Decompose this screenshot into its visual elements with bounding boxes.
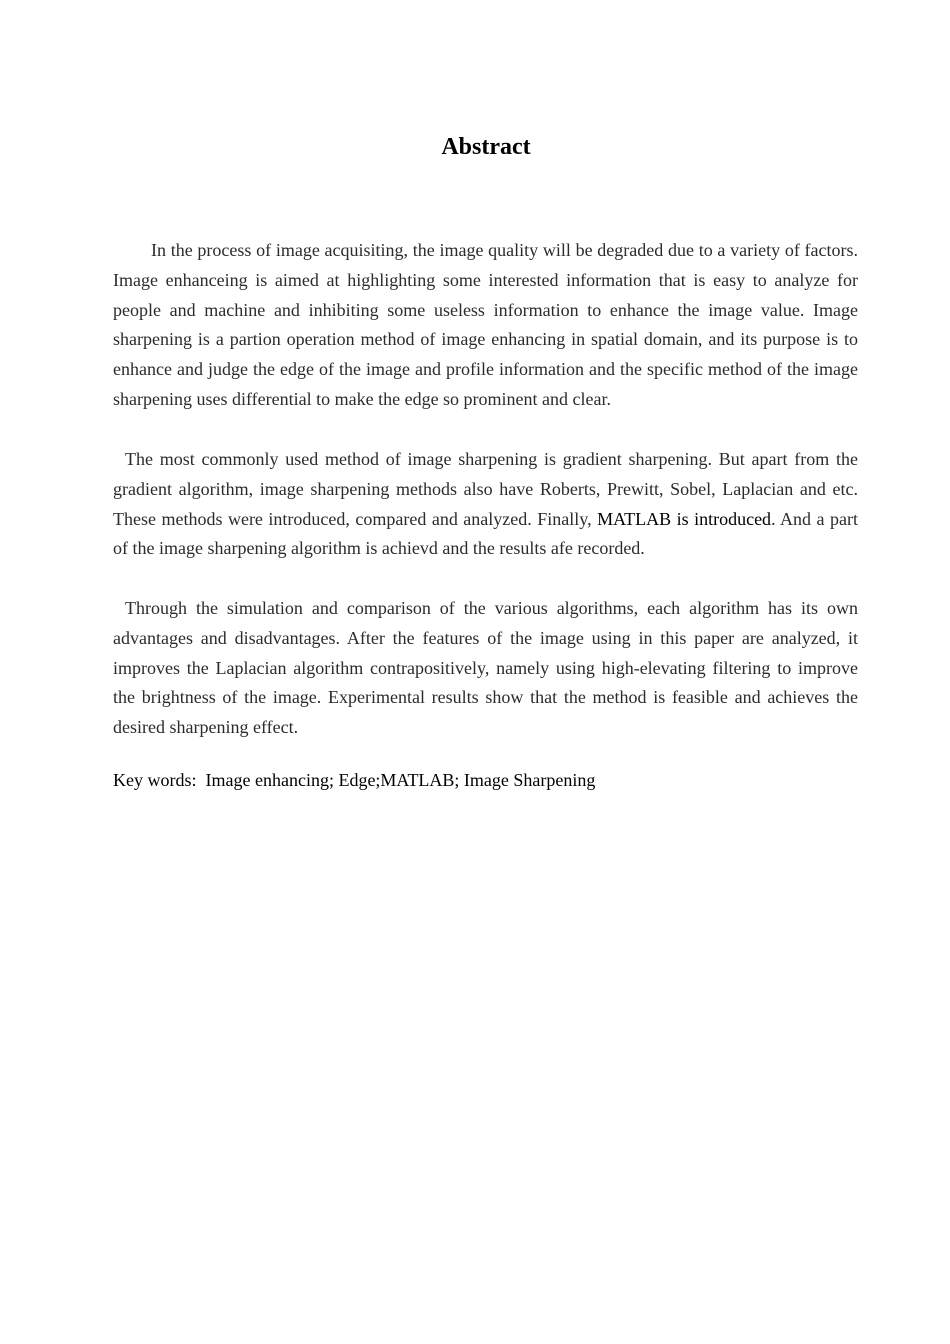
paragraph-2-text-start: The most commonly used method of image sharpening is gradient sharpening. But apart from the gradient algorithm, image sharpening methods also have Roberts, Prewitt, Sobel, Laplacian and etc. These methods were introduced, compared and analyzed. Finally, bbox=[113, 449, 858, 529]
keywords-line bbox=[113, 766, 858, 794]
abstract-paragraph-2 bbox=[113, 445, 858, 564]
keywords-label: Key words: bbox=[113, 770, 197, 790]
paragraph-2-text-end: . And a part of the image sharpening algorithm is achievd and the results afe recorded. bbox=[113, 508, 859, 559]
abstract-paragraph-1: In the process of image acquisiting, the image quality will be degraded due to a variety of factors. Image enhanceing is aimed at highlighting some interested information that is easy to analyze for people and machine and inhibiting some useless information to enhance the image value. Image sharpening is a partion operation method of image enhancing in spatial domain, and its purpose is to enhance and judge the edge of the image and profile information and the specific method of the image sharpening uses differential to make the edge so prominent and clear. bbox=[113, 240, 858, 409]
keywords-values: Image enhancing; Edge;MATLAB; Image Sharpening bbox=[205, 770, 596, 790]
paragraph-2-matlab-phrase: MATLAB is introduced bbox=[597, 508, 772, 529]
abstract-paragraph-3: Through the simulation and comparison of the various algorithms, each algorithm has its own advantages and disadvantages. After the features of the image using in this paper are analyzed, it improves the Laplacian algorithm contrapositively, namely using high-elevating filtering to improve the brightness of the image. Experimental results show that the method is feasible and achieves the desired sharpening effect. bbox=[113, 598, 858, 738]
abstract-title: Abstract bbox=[441, 134, 531, 160]
